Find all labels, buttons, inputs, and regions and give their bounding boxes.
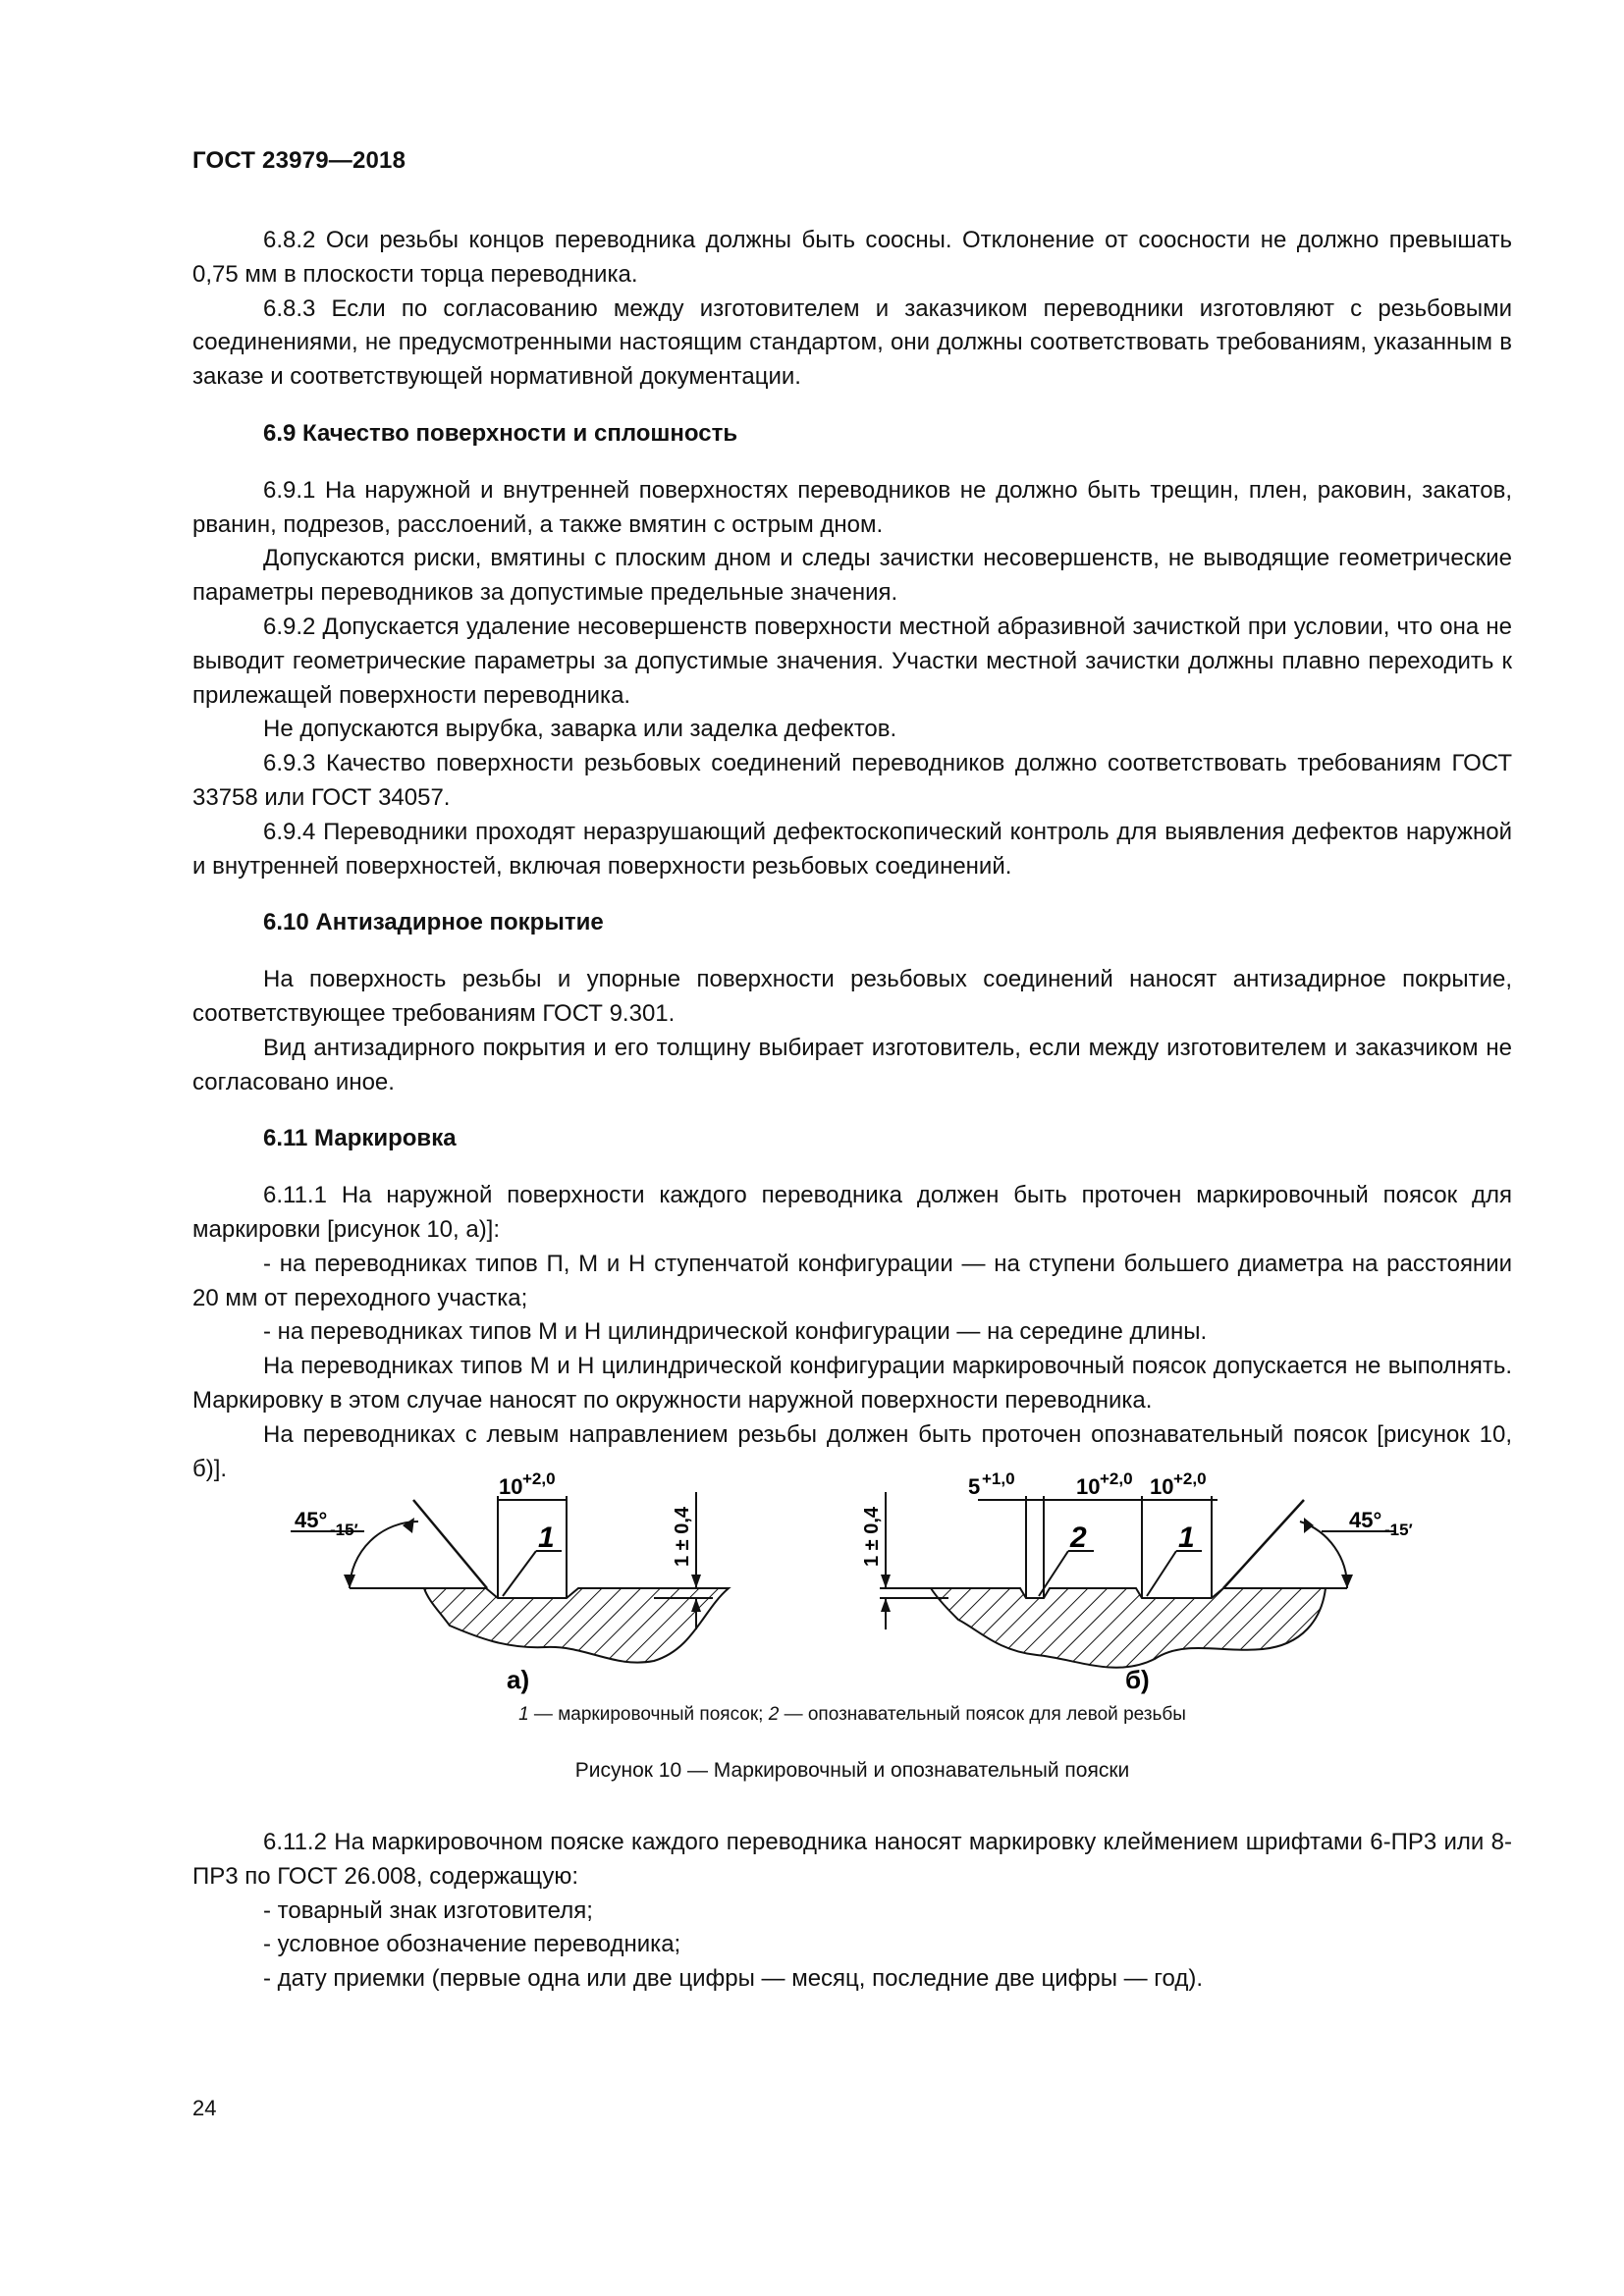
- depth-label: 1 ± 0,4: [672, 1506, 693, 1567]
- callout-leader: [503, 1551, 536, 1596]
- sub-label-b: б): [1125, 1665, 1150, 1694]
- width-label: 10: [499, 1474, 523, 1499]
- paragraph: Не допускаются вырубка, заварка или заделка дефектов.: [263, 716, 897, 743]
- figure-caption: Рисунок 10 — Маркировочный и опознавательный пояски: [574, 1759, 1130, 1782]
- chamfer-line: [1223, 1500, 1304, 1588]
- figure-b: [861, 1469, 1413, 1694]
- paragraph: Вид антизадирного покрытия и его толщину выбирает изготовитель, если между изготовителем и заказчиком не согласовано иное.: [192, 1034, 1512, 1095]
- angle-label: 45°: [1349, 1508, 1382, 1532]
- width1-label: 5: [968, 1474, 981, 1499]
- arrow-head: [403, 1518, 414, 1533]
- figure-a: [291, 1469, 729, 1694]
- arrow-head: [881, 1598, 891, 1612]
- width1-tolerance: +1,0: [982, 1469, 1015, 1488]
- callout-leader: [1147, 1551, 1176, 1596]
- paragraph: - дату приемки (первые одна или две цифры — месяц, последние две цифры — год).: [263, 1965, 1204, 1993]
- figure-legend: [192, 1704, 1512, 1726]
- paragraph: 6.9.4 Переводники проходят неразрушающий дефектоскопический контроль для выявления дефектов наружной и внутренней поверхностей, включая поверхности резьбовых соединений.: [192, 818, 1512, 880]
- paragraph: - условное обозначение переводника;: [263, 1931, 681, 1958]
- body-text-bottom: [192, 1826, 1512, 1997]
- section-heading: 6.11 Маркировка: [263, 1125, 457, 1152]
- angle-label: 45°: [295, 1508, 328, 1532]
- paragraph: 6.11.2 На маркировочном пояске каждого переводника наносят маркировку клеймением шрифтами 6-ПР3 или 8-ПР3 по ГОСТ 26.008, содержащую:: [192, 1829, 1512, 1890]
- width-tolerance: +2,0: [522, 1469, 556, 1488]
- arrow-head: [1304, 1518, 1314, 1533]
- paragraph: - на переводниках типов П, М и Н ступенчатой конфигурации — на ступени большего диаметра на расстоянии 20 мм от переходного участка;: [192, 1250, 1512, 1311]
- page-number: 24: [192, 2096, 217, 2120]
- angle-tolerance: -15′: [1384, 1521, 1413, 1539]
- paragraph: На поверхность резьбы и упорные поверхности резьбовых соединений наносят антизадирное покрытие, соответствующее требованиям ГОСТ 9.301.: [192, 966, 1512, 1027]
- arrow-head: [881, 1575, 891, 1588]
- paragraph: На переводниках типов М и Н цилиндрической конфигурации маркировочный поясок допускается не выполнять. Маркировку в этом случае наносят по окружности наружной поверхности переводника.: [192, 1353, 1512, 1414]
- standard-header: ГОСТ 23979—2018: [192, 147, 406, 174]
- paragraph: 6.11.1 На наружной поверхности каждого переводника должен быть проточен маркировочный поясок для маркировки [рисунок 10, а)]:: [192, 1182, 1512, 1243]
- paragraph: - товарный знак изготовителя;: [263, 1896, 593, 1924]
- paragraph: 6.9.1 На наружной и внутренней поверхностях переводников не должно быть трещин, плен, раковин, закатов, рванин, подрезов, расслоений, а также вмятин с острым дном.: [192, 476, 1512, 538]
- arrow-head: [344, 1575, 355, 1588]
- paragraph: 6.8.3 Если по согласованию между изготовителем и заказчиком переводники изготовляют с резьбовыми соединениями, не предусмотренными настоящим стандартом, они должны соответствовать требованиям, указанным в заказе и соответствующей нормативной документации.: [192, 294, 1512, 391]
- body-text-top: [192, 224, 1512, 1486]
- part-section-a: [424, 1588, 729, 1663]
- arrow-head: [1341, 1575, 1353, 1588]
- width3-label: 10: [1150, 1474, 1174, 1499]
- section-heading: 6.9 Качество поверхности и сплошность: [263, 419, 738, 447]
- callout-number-1: 1: [1178, 1522, 1195, 1554]
- width3-tolerance: +2,0: [1173, 1469, 1207, 1488]
- part-section-b: [931, 1588, 1326, 1668]
- legend-number-2: 2: [768, 1704, 780, 1725]
- sub-label-a: а): [507, 1665, 530, 1694]
- legend-number-1: 1: [518, 1704, 529, 1725]
- chamfer-line: [413, 1500, 487, 1588]
- paragraph: 6.9.3 Качество поверхности резьбовых соединений переводников должно соответствовать требованиям ГОСТ 33758 или ГОСТ 34057.: [192, 750, 1512, 811]
- callout-number: 1: [538, 1522, 555, 1554]
- paragraph: 6.9.2 Допускается удаление несовершенств поверхности местной абразивной зачисткой при условии, что она не выводит геометрические параметры за допустимые значения. Участки местной зачистки должны плавно переходить к прилежащей поверхности переводника.: [192, 613, 1512, 709]
- section-heading: 6.10 Антизадирное покрытие: [263, 909, 604, 936]
- paragraph: - на переводниках типов М и Н цилиндрической конфигурации — на середине длины.: [263, 1318, 1208, 1346]
- paragraph: Допускаются риски, вмятины с плоским дном и следы зачистки несовершенств, не выводящие геометрические параметры переводников за допустимые предельные значения.: [192, 545, 1512, 607]
- width2-tolerance: +2,0: [1100, 1469, 1133, 1488]
- arrow-head: [691, 1575, 701, 1588]
- figure-10: [192, 1453, 1512, 1747]
- legend-text-1: — маркировочный поясок;: [528, 1704, 769, 1725]
- paragraph: На переводниках с левым направлением резьбы должен быть проточен опознавательный поясок [рисунок 10, б)].: [192, 1420, 1512, 1482]
- angle-tolerance: -15′: [330, 1521, 358, 1539]
- figure-10-drawing: [192, 1453, 1512, 1698]
- width2-label: 10: [1076, 1474, 1101, 1499]
- paragraph: 6.8.2 Оси резьбы концов переводника должны быть соосны. Отклонение от соосности не должно превышать 0,75 мм в плоскости торца переводника.: [192, 227, 1512, 288]
- callout-number-2: 2: [1070, 1522, 1087, 1554]
- depth-label: 1 ± 0,4: [861, 1506, 883, 1567]
- legend-text-2: — опознавательный поясок для левой резьбы: [779, 1704, 1186, 1725]
